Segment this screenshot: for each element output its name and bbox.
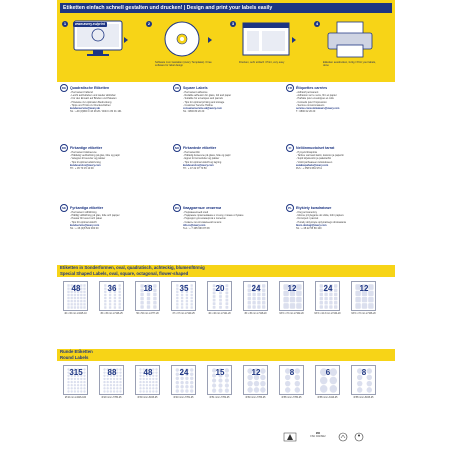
language-line[interactable]: service-consommateurs@avery.com bbox=[296, 107, 340, 111]
product-code: 40 x 40 mm L7121-20 bbox=[208, 313, 231, 315]
language-line: - Leicht aufzukleben und wieder ablösbar bbox=[70, 94, 164, 97]
product-code: Ø 85 mm L7780-25 bbox=[281, 397, 302, 399]
banner-title: Etiketten einfach schnell gestalten und drucken! | Design and print your labels easily bbox=[60, 3, 392, 13]
language-title: Étiquettes carrées bbox=[296, 85, 328, 90]
label-sheet-thumbnail bbox=[279, 281, 304, 311]
browser-window-icon bbox=[239, 19, 293, 59]
language-block-de bbox=[60, 84, 164, 148]
language-title: Firkantede etiketter bbox=[183, 145, 217, 150]
language-line[interactable]: consumerservice.uk@avery.com bbox=[183, 107, 222, 111]
language-lines bbox=[183, 211, 277, 230]
label-sheet-thumbnail bbox=[99, 281, 124, 311]
language-lines bbox=[296, 211, 390, 230]
product-code: 63.5 x 72 mm L7106-20 bbox=[351, 313, 376, 315]
language-line: - Tarttuu varmasti lasiin, kalvoon ja paperiin bbox=[296, 154, 390, 157]
labels-per-sheet: 48 bbox=[71, 284, 81, 293]
language-line[interactable]: kundservice@avery.com bbox=[70, 223, 100, 227]
language-line: - Für den Einsatz auf Briefen und Paketen bbox=[70, 97, 164, 100]
product-code: Ø 85 mm L6015-25 bbox=[353, 397, 374, 399]
language-title: Neliönmuotoiset tarrat bbox=[296, 145, 335, 150]
language-line[interactable]: info.ru@avery.com bbox=[183, 223, 206, 227]
language-line: Tlf.: + 45 70 15 10 00 bbox=[70, 167, 94, 171]
fsc-logo bbox=[279, 432, 301, 444]
language-line: Tel.: + 46 (0)8 522 000 00 bbox=[70, 227, 99, 231]
language-line: T.: 0800 02 20 20 bbox=[296, 110, 316, 114]
language-block-fi bbox=[286, 144, 390, 208]
labels-per-sheet: 12 bbox=[359, 284, 369, 293]
label-sheet-thumbnail bbox=[63, 365, 88, 395]
language-line: - Reliable adhesion for glass, foil and paper bbox=[183, 94, 277, 97]
country-flag-icon: FR bbox=[288, 86, 292, 90]
tidyman-icon bbox=[353, 432, 365, 444]
language-line: - Советы по оптимальной печати bbox=[183, 221, 277, 224]
printer-icon bbox=[323, 19, 377, 59]
language-line: - Tips för optimal utskrift bbox=[70, 221, 164, 224]
label-sheet-thumbnail bbox=[207, 365, 232, 395]
language-line: - Vinkit parhaaseen tulostukseen bbox=[296, 161, 390, 164]
language-line: - Passar för kuvert och paket bbox=[70, 217, 164, 220]
language-line: - Velegnet til kuverter og pakker bbox=[70, 157, 164, 160]
special-heading-en: Special Shaped Labels, oval, square, octagonal, flower-shaped bbox=[57, 271, 395, 277]
product-code: 63.5 x 42.3 mm L7104-20 bbox=[314, 313, 341, 315]
step-caption: Etiketten ausdrucken, fertig / Print your labels, done bbox=[323, 61, 376, 68]
language-title: Fyrkantiga etiketter bbox=[70, 205, 104, 210]
step-caption: Drucken, sehr einfach / Print, very easy bbox=[239, 61, 285, 64]
labels-per-sheet: 315 bbox=[69, 368, 83, 377]
step-number: 1 bbox=[63, 21, 67, 26]
language-line: - Mocne przyleganie do szkła, folii i papieru bbox=[296, 214, 390, 217]
product-code: Ø 51 mm L7782-25 bbox=[209, 397, 230, 399]
language-line[interactable]: kundeservice@avery.com bbox=[70, 163, 101, 167]
label-sheet-thumbnail bbox=[243, 365, 268, 395]
language-line: - Klej permanentny bbox=[296, 211, 390, 214]
language-line[interactable]: kundeservice@avery.com bbox=[183, 163, 214, 167]
product-code: Ø 10 mm L3416-100 bbox=[64, 397, 87, 399]
country-flag-icon: DE bbox=[61, 86, 67, 90]
language-line: - Conseils pour l'impression bbox=[296, 101, 390, 104]
language-block-uk bbox=[173, 84, 277, 148]
language-line: - Перманентный клей bbox=[183, 211, 277, 214]
label-sheet-thumbnail bbox=[351, 365, 376, 395]
language-lines bbox=[70, 211, 164, 230]
labels-per-sheet: 88 bbox=[107, 368, 117, 377]
country-flag-icon: FI bbox=[286, 144, 294, 152]
language-title: Firkantige etiketter bbox=[70, 145, 103, 150]
labels-per-sheet: 15 bbox=[215, 368, 225, 377]
country-flag-icon: PL bbox=[286, 204, 294, 212]
language-line: - Porady dotyczące optymalnego drukowania bbox=[296, 221, 390, 224]
step-number: 2 bbox=[147, 21, 151, 26]
language-line: - Service consommateurs bbox=[296, 104, 390, 107]
language-lines bbox=[296, 151, 390, 170]
language-line: Тел.: + 7 495 663 87 68 bbox=[183, 227, 210, 231]
label-packaging-page bbox=[57, 0, 395, 452]
step-strip bbox=[57, 17, 395, 80]
product-code: 45 x 45 mm L7126-25 bbox=[100, 313, 123, 315]
language-line: Tel.: +49 (0)800 0 43 28 26 / 0043 1 80 01 161 bbox=[70, 110, 122, 114]
country-flag-icon: NO bbox=[174, 146, 180, 150]
language-line: - Надёжное приклеивание к стеклу, плёнке и бумаге bbox=[183, 214, 277, 217]
labels-per-sheet: 12 bbox=[251, 368, 261, 377]
arrow-icon bbox=[208, 37, 212, 43]
language-line: Tel.: + 48 22 55 89 100 bbox=[296, 227, 322, 231]
language-line[interactable]: kundenservice@avery.de bbox=[70, 107, 100, 111]
language-lines bbox=[70, 151, 164, 170]
round-labels-section bbox=[57, 349, 395, 429]
language-line: - Tips for optimal printing and storage bbox=[183, 101, 277, 104]
language-line: - Sopii kirjekuoriin ja paketteihin bbox=[296, 157, 390, 160]
language-lines bbox=[296, 91, 390, 113]
language-block-ru bbox=[173, 204, 277, 268]
product-code: 37 x 37 mm L7120-25 bbox=[172, 313, 195, 315]
step-2 bbox=[145, 17, 211, 80]
language-line: - Hinweise zur optimalen Bedruckung bbox=[70, 101, 164, 104]
language-line: - Tips for optimal utskrift og lagring bbox=[183, 161, 277, 164]
label-sheet-thumbnail bbox=[243, 281, 268, 311]
labels-per-sheet: 8 bbox=[361, 368, 367, 377]
label-sheet-thumbnail bbox=[135, 365, 160, 395]
country-flag-icon: DK bbox=[61, 146, 67, 150]
language-line: - Tipps und Tricks zu Druckverfahren bbox=[70, 104, 164, 107]
language-line: - Подходят для конвертов и посылок bbox=[183, 217, 277, 220]
step-1 bbox=[61, 17, 127, 80]
language-title: Quadratische Etiketten bbox=[70, 85, 110, 90]
labels-per-sheet: 24 bbox=[179, 368, 189, 377]
product-code: Ø 40 mm L7781-25 bbox=[173, 397, 194, 399]
monitor-icon bbox=[71, 19, 125, 59]
arrow-icon bbox=[124, 37, 128, 43]
language-line: - Adhésion sur le verre, film et papier bbox=[296, 94, 390, 97]
special-shapes-section bbox=[57, 265, 395, 348]
fsc-code: FSC C013912 bbox=[310, 434, 326, 438]
language-line: Tel.: 0800 80 20 20 bbox=[183, 110, 205, 114]
labels-per-sheet: 18 bbox=[143, 284, 153, 293]
language-block-pl bbox=[286, 204, 390, 268]
special-heading-de: Etiketten in Sonderformen, oval, quadratisch, achteckig, blumenförmig bbox=[57, 265, 395, 271]
product-code: 50 x 50 mm L4777-20 bbox=[136, 313, 159, 315]
language-line: - Permanent klæbeevne bbox=[70, 151, 164, 154]
product-code: Ø 60 mm L7783-25 bbox=[245, 397, 266, 399]
step-caption: Software zum Gestalten (Avery Templates) / Free software for label design bbox=[155, 61, 212, 68]
language-line: - Egnet for konvolutter og pakker bbox=[183, 157, 277, 160]
language-lines bbox=[70, 91, 164, 113]
language-lines bbox=[183, 151, 277, 170]
product-code: 40 x 30 mm L3415-10 bbox=[64, 313, 87, 315]
language-title: Square Labels bbox=[183, 85, 208, 90]
labels-per-sheet: 35 bbox=[179, 284, 189, 293]
language-line: Tlf.: + 47 22 97 70 50 bbox=[183, 167, 207, 171]
language-title: Etykiety kwadratowe bbox=[296, 205, 332, 210]
country-flag-icon: UK bbox=[174, 86, 180, 90]
label-sheet-thumbnail bbox=[279, 365, 304, 395]
fsc-text bbox=[303, 433, 333, 445]
recycle-icon bbox=[337, 432, 349, 444]
language-line: - Pålitelig festeevne på glass, folie og papir bbox=[183, 154, 277, 157]
country-flag-icon: SE bbox=[61, 206, 66, 210]
product-code: Ø 85 mm L3416-25 bbox=[317, 397, 338, 399]
step-number: 4 bbox=[315, 21, 319, 26]
language-lines bbox=[183, 91, 277, 113]
language-block-dk bbox=[60, 144, 164, 208]
labels-per-sheet: 20 bbox=[215, 284, 225, 293]
footer bbox=[57, 430, 395, 452]
label-sheet-thumbnail bbox=[171, 365, 196, 395]
language-block-fr bbox=[286, 84, 390, 148]
product-code: 45 x 45 mm L7118-20 bbox=[244, 313, 267, 315]
product-code: Ø 20 mm L7780-25 bbox=[101, 397, 122, 399]
language-line: - Pålidelig vedhæftning på glas, folie og papir bbox=[70, 154, 164, 157]
language-block-se bbox=[60, 204, 164, 268]
labels-per-sheet: 12 bbox=[287, 284, 297, 293]
language-line: - Do kopert i paczek bbox=[296, 217, 390, 220]
product-code: Ø 30 mm L6015-25 bbox=[137, 397, 158, 399]
language-line: - Permanent adhesive bbox=[183, 91, 277, 94]
language-line: - Permanentlim bbox=[183, 151, 277, 154]
label-sheet-thumbnail bbox=[99, 365, 124, 395]
language-line: - Suitable for envelopes and parcels bbox=[183, 97, 277, 100]
language-line: - Permanent vidhäftning bbox=[70, 211, 164, 214]
label-sheet-thumbnail bbox=[171, 281, 196, 311]
label-sheet-thumbnail bbox=[63, 281, 88, 311]
language-line: - Pysyvä liimapinta bbox=[296, 151, 390, 154]
label-sheet-thumbnail bbox=[135, 281, 160, 311]
instructions-body bbox=[57, 82, 395, 452]
step-4 bbox=[313, 17, 379, 80]
url-badge: www.avery.eu/print bbox=[75, 21, 105, 26]
top-banner bbox=[57, 0, 395, 82]
labels-per-sheet: 6 bbox=[325, 368, 331, 377]
language-block-no bbox=[173, 144, 277, 208]
label-sheet-thumbnail bbox=[315, 281, 340, 311]
labels-per-sheet: 8 bbox=[289, 368, 295, 377]
step-3 bbox=[229, 17, 295, 80]
round-heading-de: Runde Etiketten bbox=[57, 349, 395, 355]
cd-icon bbox=[155, 19, 209, 59]
round-heading-en: Round Labels bbox=[57, 355, 395, 361]
label-sheet-thumbnail bbox=[351, 281, 376, 311]
language-line: - Permanent haftend bbox=[70, 91, 164, 94]
language-line: - Customer Service Hotline bbox=[183, 104, 277, 107]
language-title: Квадратные этикетки bbox=[183, 205, 222, 210]
country-flag-icon: RU bbox=[174, 206, 180, 210]
label-sheet-thumbnail bbox=[315, 365, 340, 395]
language-line: - Tips til optimal udskrivning bbox=[70, 161, 164, 164]
language-line: - Parfaite pour enveloppes et colis bbox=[296, 97, 390, 100]
language-line: - Pålitlig vidhäftning på glas, folie och papper bbox=[70, 214, 164, 217]
product-code: 63.5 x 72 mm L7102-20 bbox=[279, 313, 304, 315]
labels-per-sheet: 24 bbox=[323, 284, 333, 293]
language-line[interactable]: biuro.obslugi@avery.com bbox=[296, 223, 327, 227]
language-line: - Adhésif permanent bbox=[296, 91, 390, 94]
language-line: Puh.: + 358 9 681 9711 bbox=[296, 167, 322, 171]
label-sheet-thumbnail bbox=[207, 281, 232, 311]
fsc-mix-label: MIX bbox=[315, 432, 321, 435]
labels-per-sheet: 36 bbox=[107, 284, 117, 293]
arrow-icon bbox=[292, 37, 296, 43]
labels-per-sheet: 24 bbox=[251, 284, 261, 293]
labels-per-sheet: 48 bbox=[143, 368, 153, 377]
step-number: 3 bbox=[231, 21, 235, 26]
language-line[interactable]: asiakaspalvelu@avery.com bbox=[296, 163, 329, 167]
